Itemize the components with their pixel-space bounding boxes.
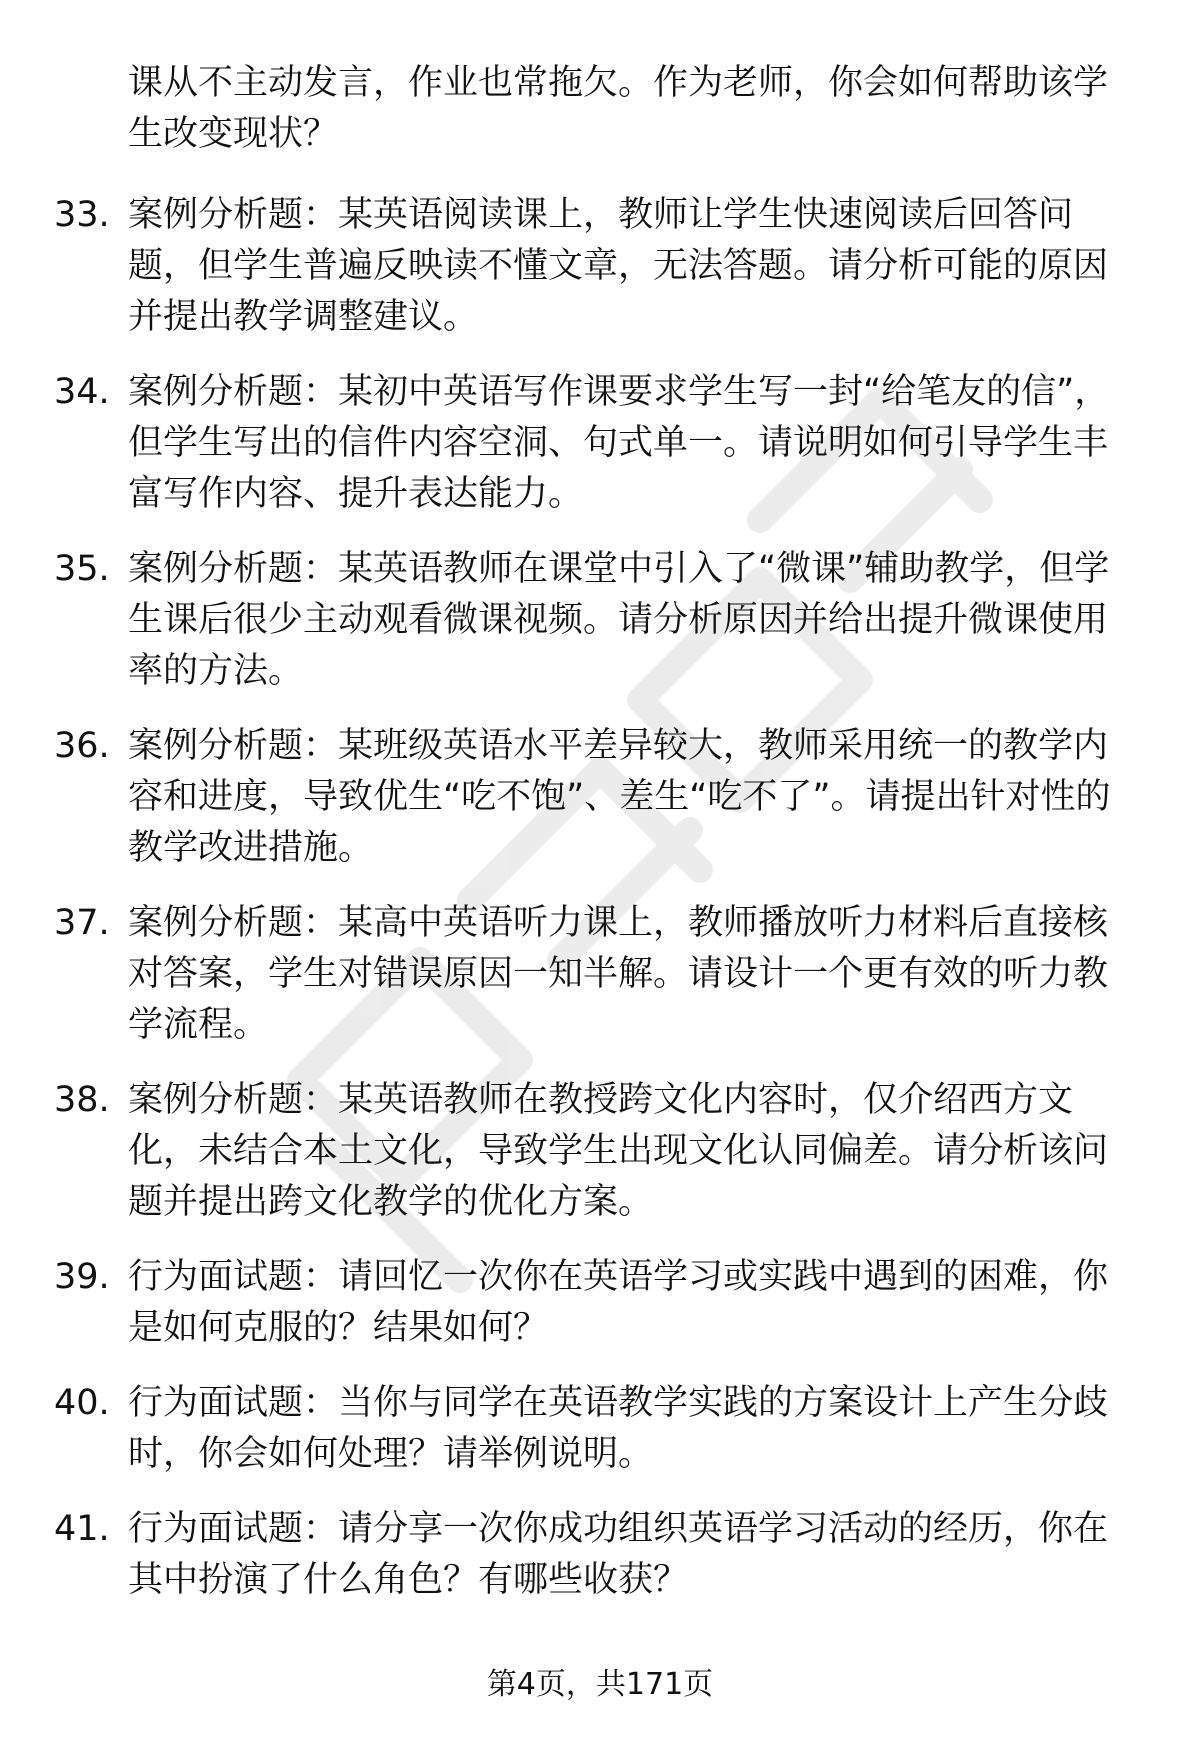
question-number: 33.	[54, 195, 110, 235]
question-item	[0, 367, 1200, 520]
page-number-footer: 第4页，共171页	[486, 1667, 714, 1702]
question-text: 行为面试题：请回忆一次你在英语学习或实践中遇到的困难，你是如何克服的？结果如何？	[128, 1257, 1109, 1348]
question-text: 行为面试题：请分享一次你成功组织英语学习活动的经历，你在其中扮演了什么角色？有哪些收获？	[128, 1509, 1109, 1600]
question-number: 36.	[54, 726, 110, 766]
question-text: 案例分析题：某初中英语写作课要求学生写一封“给笔友的信”，但学生写出的信件内容空洞、句式单一。请说明如何引导学生丰富写作内容、提升表达能力。	[128, 372, 1110, 514]
question-number: 37.	[54, 903, 110, 943]
question-number: 40.	[54, 1383, 110, 1423]
question-item	[0, 190, 1200, 343]
question-item	[0, 1252, 1200, 1354]
question-item	[0, 544, 1200, 697]
question-number: 41.	[54, 1509, 110, 1549]
question-item	[0, 721, 1200, 874]
previous-question-continuation: 课从不主动发言，作业也常拖欠。作为老师，你会如何帮助该学生改变现状？	[128, 63, 1109, 154]
question-text: 案例分析题：某高中英语听力课上，教师播放听力材料后直接核对答案，学生对错误原因一知半解。请设计一个更有效的听力教学流程。	[128, 903, 1109, 1045]
question-item	[0, 1504, 1200, 1606]
question-text: 行为面试题：当你与同学在英语教学实践的方案设计上产生分歧时，你会如何处理？请举例说明。	[128, 1383, 1109, 1474]
question-item	[0, 1075, 1200, 1228]
question-item	[0, 1378, 1200, 1480]
question-list	[0, 190, 1200, 1630]
question-number: 35.	[54, 549, 110, 589]
question-text: 案例分析题：某英语教师在教授跨文化内容时，仅介绍西方文化，未结合本土文化，导致学生出现文化认同偏差。请分析该问题并提出跨文化教学的优化方案。	[128, 1080, 1109, 1222]
question-text: 案例分析题：某英语教师在课堂中引入了“微课”辅助教学，但学生课后很少主动观看微课视频。请分析原因并给出提升微课使用率的方法。	[128, 549, 1110, 691]
question-number: 38.	[54, 1080, 110, 1120]
question-number: 39.	[54, 1257, 110, 1297]
question-item	[0, 898, 1200, 1051]
question-number: 34.	[54, 372, 110, 412]
question-text: 案例分析题：某英语阅读课上，教师让学生快速阅读后回答问题，但学生普遍反映读不懂文章，无法答题。请分析可能的原因并提出教学调整建议。	[128, 195, 1109, 337]
question-text: 案例分析题：某班级英语水平差异较大，教师采用统一的教学内容和进度，导致优生“吃不饱”、差生“吃不了”。请提出针对性的教学改进措施。	[128, 726, 1111, 868]
